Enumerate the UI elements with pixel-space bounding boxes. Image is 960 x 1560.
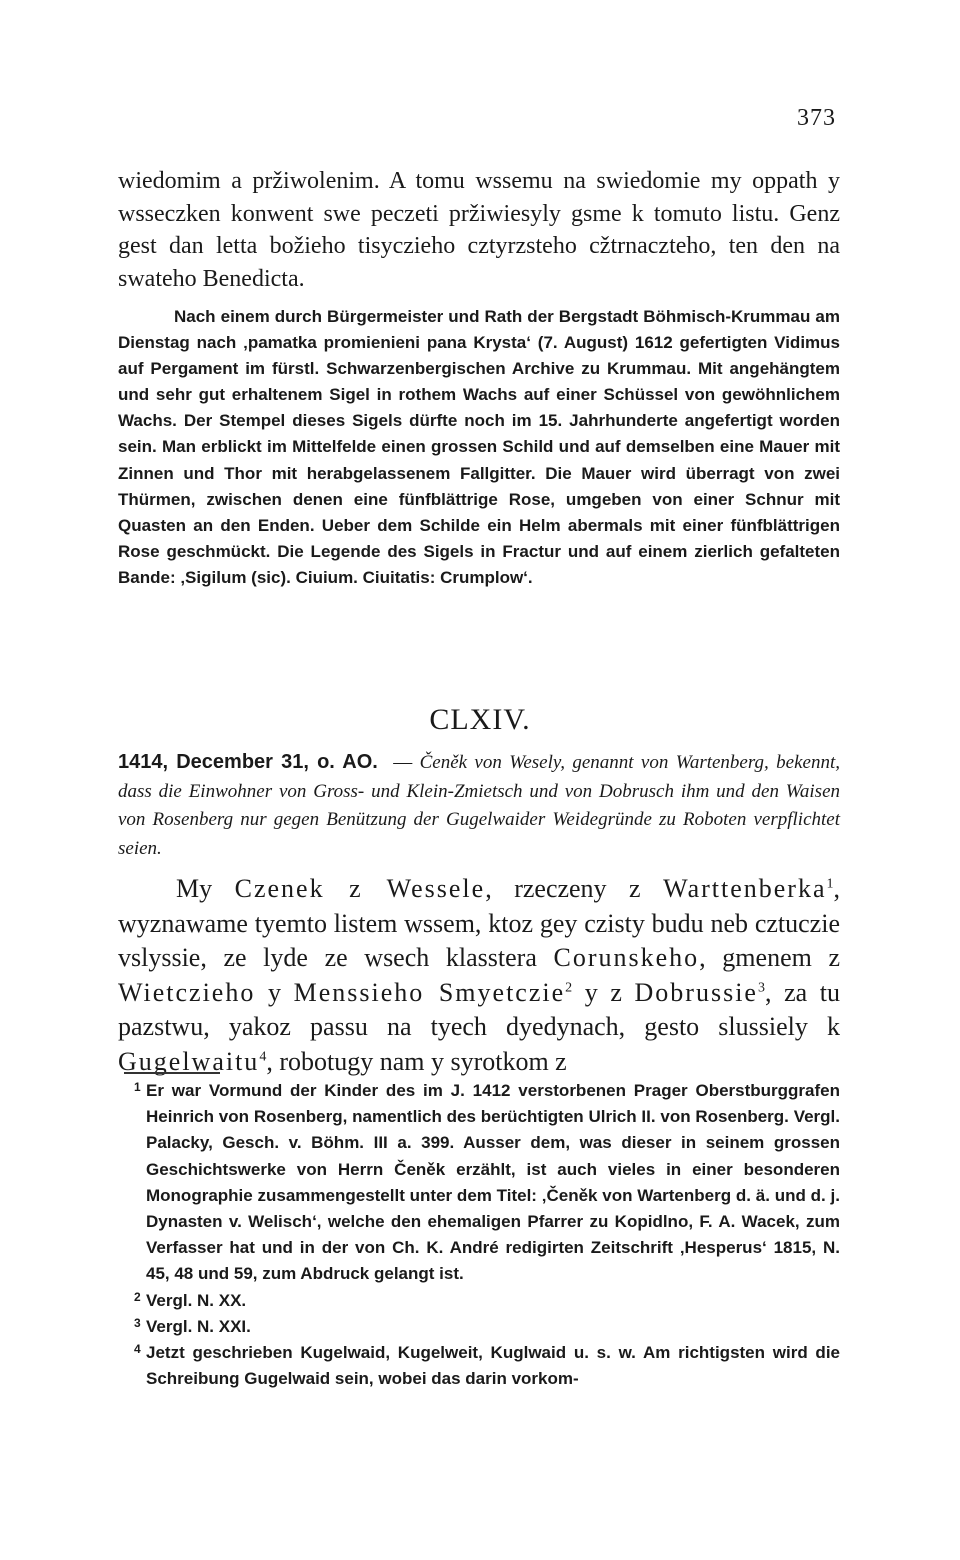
footnote-text: Er war Vormund der Kinder des im J. 1412 verstorbenen Prager Oberstburggrafen Heinrich von Rosenberg, namentlich des berüchtigten Ulrich II. von Rosenberg. Vergl. Palacky, Gesch. v. Böhm. III a. 399. Ausser dem, was dieser in seinem grossen Geschichtswerke von Herrn Čeněk erzählt, ist auch vieles in einer besonderen Monographie zusammengestellt unter dem Titel: ‚Čeněk von Wartenberg d. ä. und d. j. Dynasten v. Welisch‘, welche den ehemaligen Pfarrer zu Kopidlno, F. A. Wacek, zum Verfasser hat und in der von Ch. K. André redigirten Zeitschrift ‚Hesperus‘ 1815, N. 45, 48 und 59, zum Abdruck gelangt ist. [146, 1081, 840, 1284]
charter-name: Czenek z Wessele [234, 874, 486, 903]
regest-date: 1414, December 31, o. AO. [118, 751, 378, 773]
charter-text-segment: , za tu pazstwu, yakoz passu na tyech dyedynach, gesto slussiely k [118, 977, 840, 1041]
footnote [118, 1288, 840, 1314]
footnote-ref: 1 [826, 876, 834, 892]
charter-text-segment: y [255, 977, 294, 1007]
footnote-text: Vergl. N. XX. [146, 1290, 247, 1310]
charter-name: Corunskeho [553, 943, 700, 972]
archival-note [118, 304, 840, 591]
regest-dash: — [385, 752, 420, 773]
charter-text-segment: , rzeczeny z [485, 874, 664, 903]
footnote-mark: 4 [134, 1342, 141, 1357]
charter-name: Wietczieho [118, 977, 256, 1007]
footnote-text: Vergl. N. XXI. [146, 1316, 251, 1336]
charter-text-segment: , robotugy nam y syrotkom z [266, 1046, 567, 1076]
footnote-ref: 2 [565, 979, 573, 995]
footnote [118, 1078, 840, 1288]
footnote [118, 1340, 840, 1392]
charter-name: Warttenberka [663, 874, 827, 903]
page-number: 373 [797, 105, 836, 131]
charter-name: Menssieho Smyetczie [293, 977, 566, 1007]
footnote [118, 1314, 840, 1340]
regest [118, 748, 840, 863]
charter-name: Dobrussie [634, 977, 758, 1007]
charter-text-segment: , gmenem z [699, 943, 841, 972]
footnote-ref: 4 [259, 1048, 267, 1064]
footnote-ref: 3 [757, 979, 765, 995]
footnote-mark: 1 [134, 1080, 141, 1094]
charter-text-segment: , wyznawame tyemto listem wssem, ktoz gey czisty budu neb cztuczie vslyssie, ze lyde ze wsech klasstera [118, 874, 840, 972]
footnote-text: Jetzt geschrieben Kugelwaid, Kugelweit, Kuglwaid u. s. w. Am richtigsten wird die Schreibung Gugelwaid sein, wobei das darin vorkom- [146, 1343, 840, 1389]
charter-paragraph [118, 872, 840, 1079]
main-text [118, 165, 840, 295]
footnotes [118, 1078, 840, 1392]
document-number: CLXIV. [429, 703, 531, 736]
footnote-mark: 3 [134, 1315, 141, 1330]
footnote-mark: 2 [134, 1289, 141, 1304]
main-text-paragraph: wiedomim a pržiwolenim. A tomu wssemu na swiedomie my oppath y wsseczken konwent swe peczeti pržiwiesyly gsme k tomuto listu. Genz gest dan letta božieho tisyczieho cztyrzsteho cžtrnaczteho, ten den na swateho Benedicta. [118, 168, 840, 292]
archival-note-paragraph: Nach einem durch Bürgermeister und Rath der Bergstadt Böhmisch-Krummau am Dienstag nach ‚pamatka promienieni pana Krysta‘ (7. August) 1612 gefertigten Vidimus auf Pergament im fürstl. Schwarzenbergischen Archive zu Krummau. Mit angehängtem und sehr gut erhaltenem Sigel in rothem Wachs auf einer Schüssel von gewöhnlichem Wachs. Der Stempel dieses Sigels dürfte noch im 15. Jahrhunderte angefertigt worden sein. Man erblickt im Mittelfelde einen grossen Schild und auf demselben eine Mauer mit Zinnen und Thor mit herabgelassenem Fallgitter. Die Mauer wird überragt von zwei Thürmen, zwischen denen eine fünfblättrige Rose, umgeben von einer Schnur mit Quasten an den Enden. Ueber dem Schilde ein Helm abermals mit einer fünfblättrigen Rose geschmückt. Die Legende des Sigels in Fractur und auf einem zierlich gefalteten Bande: ‚Sigilum (sic). Ciuium. Ciuitatis: Crumplow‘. [118, 307, 840, 587]
charter-name: Gugelwaitu [118, 1046, 260, 1076]
regest-summary: Čeněk von Wesely, genannt von Wartenberg, bekennt, dass die Einwohner von Gross- und Klein-Zmietsch und von Dobrusch ihm und den Waisen von Rosenberg nur gegen Benützung der Gugelwaider Weidegründe zu Roboten verpflichtet seien. [118, 752, 840, 859]
charter-text-segment: My [176, 874, 235, 903]
charter-text-segment: y z [572, 977, 635, 1007]
charter-text [118, 872, 840, 1079]
